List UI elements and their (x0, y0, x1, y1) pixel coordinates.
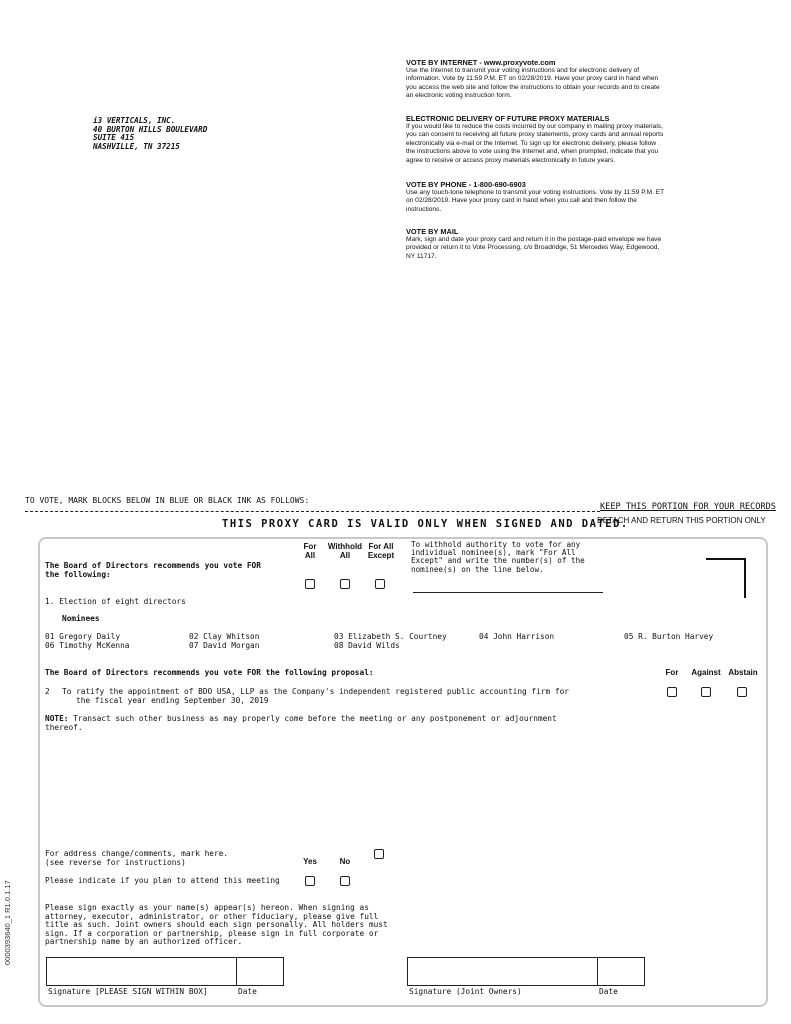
recommendation-line: The Board of Directors recommends you vote FOR (45, 561, 261, 570)
vote-method-title: VOTE BY MAIL (406, 227, 459, 236)
nominee: 06 Timothy McKenna (45, 641, 130, 650)
attend-yes-checkbox[interactable] (305, 876, 315, 886)
proposal-2-for-checkbox[interactable] (667, 687, 677, 697)
keep-portion-label: KEEP THIS PORTION FOR YOUR RECORDS (600, 502, 776, 512)
nominee: 02 Clay Whitson (189, 632, 260, 641)
vote-method-title: ELECTRONIC DELIVERY OF FUTURE PROXY MATERIALS (406, 114, 610, 123)
withhold-instructions (411, 541, 585, 574)
shareholder-address (93, 117, 207, 151)
board-recommendation-1 (45, 561, 261, 579)
sign-instr-line: sign. If a corporation or partnership, please sign in full corporate or (45, 928, 379, 938)
proposal-line: the fiscal year ending September 30, 2019 (76, 696, 269, 705)
address-line: i3 VERTICALS, INC. (93, 116, 176, 125)
note-text: Transact such other business as may properly come before the meeting or any postponement or adjournment (68, 714, 557, 723)
address-change-checkbox[interactable] (374, 849, 384, 859)
vote-method-text: Mark, sign and date your proxy card and return it in the postage-paid envelope we have (406, 236, 662, 243)
vote-method-text: provided or return it to Vote Processing, c/o Broadridge, 51 Mercedes Way, Edgewood, (406, 244, 660, 252)
signature-label: Signature [PLEASE SIGN WITHIN BOX] (48, 987, 208, 996)
vote-method-text: NY 11717. (406, 252, 437, 260)
col-no: No (339, 857, 351, 866)
nominee: 03 Elizabeth S. Courtney (334, 632, 447, 641)
col-against: Against (691, 668, 721, 677)
instruction-line: individual nominee(s), mark "For All (411, 548, 576, 558)
nominee: 01 Gregory Daily (45, 632, 121, 641)
vote-by-mail (406, 227, 726, 261)
registration-corner-mark (706, 558, 746, 598)
signature-box[interactable] (46, 957, 238, 986)
proposal-2-number: 2 (45, 687, 50, 696)
col-for-all (296, 542, 324, 560)
col-for-all-except (364, 542, 398, 560)
vote-method-text: you access the web site and follow the instructions to obtain your records and to create (406, 83, 660, 91)
vote-method-text: If you would like to reduce the costs incurred by our company in mailing proxy materials, (406, 123, 663, 130)
joint-signature-box[interactable] (407, 957, 599, 986)
signing-instructions (45, 904, 388, 947)
address-line: 40 BURTON HILLS BOULEVARD (93, 124, 208, 134)
electronic-delivery (406, 114, 726, 165)
vote-method-text: you can consent to receiving all future proxy statements, proxy cards and annual reports (406, 131, 664, 139)
col-header-line: Except (367, 551, 395, 560)
nominee: 05 R. Burton Harvey (624, 632, 714, 641)
col-header-line: For (303, 542, 317, 551)
proposal-2-text (62, 687, 569, 705)
col-for: For (665, 668, 679, 677)
nominees-label: Nominees (62, 614, 100, 623)
instruction-line: To withhold authority to vote for any (411, 540, 581, 549)
proposal-2-against-checkbox[interactable] (701, 687, 711, 697)
form-code: 0000393640_1 R1.0.1.17 (3, 880, 12, 965)
vote-method-title: VOTE BY INTERNET - www.proxyvote.com (406, 58, 556, 67)
sign-instr-line: partnership name by an authorized officer. (45, 937, 243, 947)
joint-date-box[interactable] (597, 957, 645, 986)
address-change-line: For address change/comments, mark here. (45, 849, 229, 858)
vote-method-text: instructions. (406, 205, 442, 213)
proposal-line: To ratify the appointment of BDO USA, LLP as the Company's independent registered public accounting firm for (62, 687, 569, 696)
col-header-line: All (339, 551, 351, 560)
tear-line (25, 511, 600, 512)
except-nominee-line[interactable] (413, 592, 603, 593)
vote-by-phone (406, 180, 726, 214)
vote-method-text: Use any touch-tone telephone to transmit your voting instructions. Vote by 11:59 P.M. ET (406, 189, 665, 196)
attend-meeting-text: Please indicate if you plan to attend this meeting (45, 876, 280, 885)
recommendation-line: the following: (45, 570, 111, 579)
board-recommendation-2: The Board of Directors recommends you vote FOR the following proposal: (45, 668, 374, 677)
vote-method-text: agree to receive or access proxy materials electronically in future years. (406, 156, 616, 164)
address-change (45, 849, 228, 867)
proposal-1-item: 1. Election of eight directors (45, 597, 186, 606)
vote-method-title: VOTE BY PHONE - 1-800-690-6903 (406, 180, 526, 189)
col-abstain: Abstain (728, 668, 758, 677)
sign-instr-line: title as such. Joint owners should each sign personally. All holders must (45, 920, 388, 930)
address-line: SUITE 415 (93, 133, 135, 143)
proposal-2-abstain-checkbox[interactable] (737, 687, 747, 697)
vote-method-text: electronically via e-mail or the Internet. To sign up for electronic delivery, please follow (406, 139, 657, 147)
withhold-all-checkbox[interactable] (340, 579, 350, 589)
instruction-line: Except" and write the number(s) of the (411, 556, 585, 566)
address-change-line: (see reverse for instructions) (45, 858, 186, 867)
vote-method-text: an electronic voting instruction form. (406, 92, 512, 100)
note (45, 714, 557, 732)
for-all-except-checkbox[interactable] (375, 579, 385, 589)
note-text: thereof. (45, 723, 83, 732)
nominee: 04 John Harrison (479, 632, 555, 641)
joint-date-label: Date (599, 987, 618, 996)
col-header-line: All (304, 551, 316, 560)
nominee: 08 David Wilds (334, 641, 400, 650)
sign-instr-line: attorney, executor, administrator, or other fiduciary, please give full (45, 911, 379, 921)
date-box[interactable] (236, 957, 284, 986)
col-withhold-all (326, 542, 364, 560)
col-header-line: Withhold (327, 542, 363, 551)
instruction-line: nominee(s) on the line below. (411, 564, 544, 574)
date-label: Date (238, 987, 257, 996)
joint-signature-label: Signature (Joint Owners) (409, 987, 522, 996)
vote-method-text: information. Vote by 11:59 P.M. ET on 02/28/2019. Have your proxy card in hand when (406, 75, 659, 83)
vote-method-text: Use the Internet to transmit your voting instructions and for electronic delivery of (406, 67, 640, 74)
address-line: NASHVILLE, TN 37215 (93, 141, 180, 151)
sign-instr-line: Please sign exactly as your name(s) appear(s) hereon. When signing as (45, 903, 369, 912)
vote-method-text: on 02/28/2019. Have your proxy card in hand when you call and then follow the (406, 197, 637, 205)
col-yes: Yes (303, 857, 317, 866)
detach-label: DETACH AND RETURN THIS PORTION ONLY (597, 516, 766, 525)
col-header-line: For All (368, 542, 394, 551)
vote-by-internet (406, 58, 726, 101)
vote-method-text: the instructions above to vote using the Internet and, when prompted, indicate that you (406, 148, 659, 156)
nominee: 07 David Morgan (189, 641, 260, 650)
mark-instruction: TO VOTE, MARK BLOCKS BELOW IN BLUE OR BLACK INK AS FOLLOWS: (25, 496, 310, 505)
validity-notice: THIS PROXY CARD IS VALID ONLY WHEN SIGNED AND DATED. (222, 518, 629, 530)
for-all-checkbox[interactable] (305, 579, 315, 589)
note-label: NOTE: (45, 714, 69, 723)
attend-no-checkbox[interactable] (340, 876, 350, 886)
